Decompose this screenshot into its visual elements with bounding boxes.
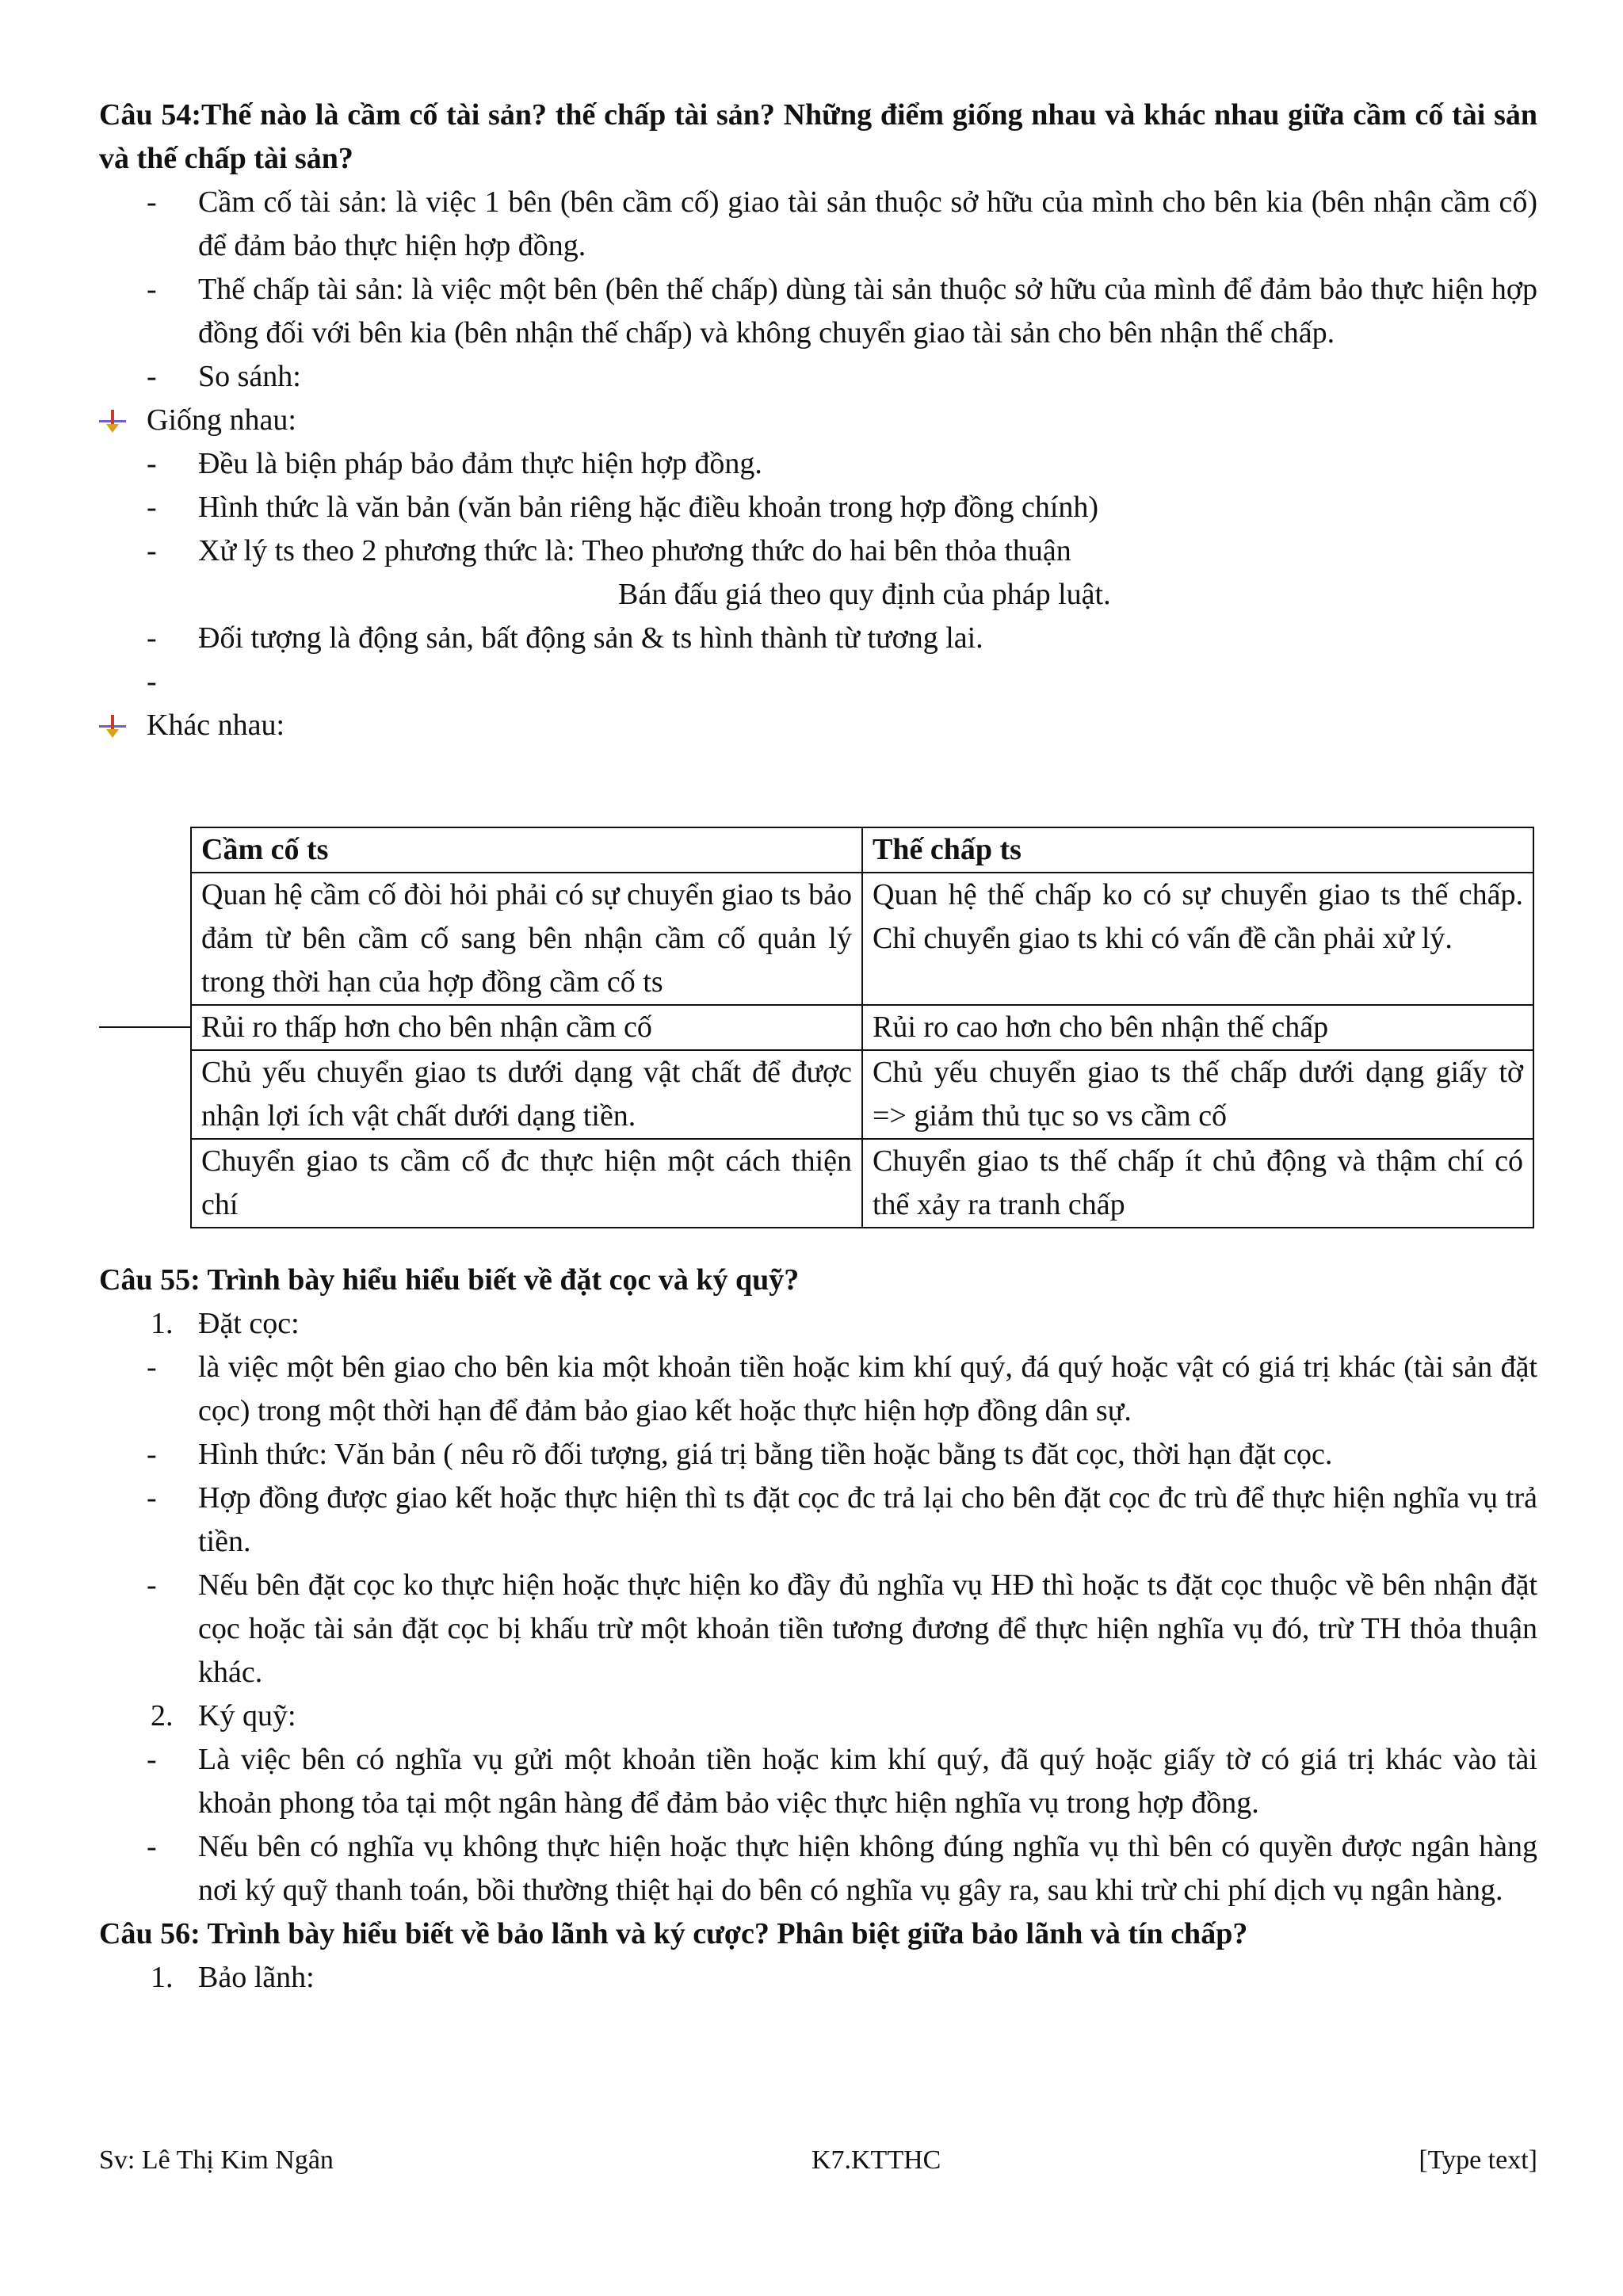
- table-row: [191, 1005, 1533, 1050]
- list-item: - Hình thức: Văn bản ( nêu rõ đối tượng, giá trị bằng tiền hoặc bằng ts đăt cọc, thời hạn đặt cọc.: [99, 1433, 1537, 1477]
- list-item: - Hợp đồng được giao kết hoặc thực hiện thì ts đặt cọc đc trả lại cho bên đặt cọc đc trù để thực hiện nghĩa vụ trả tiền.: [99, 1477, 1537, 1564]
- dash-marker: -: [147, 1743, 157, 1776]
- comparison-table: [190, 827, 1534, 1228]
- question-55-title: Câu 55: Trình bày hiểu hiểu biết về đặt cọc và ký quỹ?: [99, 1263, 800, 1297]
- dash-marker: -: [147, 1438, 157, 1471]
- table-cell: Chuyển giao ts cầm cố đc thực hiện một cách thiện chí: [191, 1139, 862, 1228]
- table-row: [191, 1139, 1533, 1228]
- list-item: - là việc một bên giao cho bên kia một khoản tiền hoặc kim khí quý, đá quý hoặc vật có giá trị khác (tài sản đặt cọc) trong một thời hạn để đảm bảo giao kết hoặc thực hiện hợp đồng dân sự.: [99, 1346, 1537, 1433]
- arrow-down-bullet-icon: [99, 715, 126, 739]
- dash-marker: -: [147, 491, 157, 524]
- table-left-rule: [99, 1026, 190, 1028]
- dash-marker: -: [147, 665, 157, 698]
- dash-marker: -: [147, 1350, 157, 1384]
- dash-marker: -: [147, 447, 157, 480]
- dash-marker: -: [147, 1568, 157, 1602]
- list-item: - Hình thức là văn bản (văn bản riêng hặc điều khoản trong hợp đồng chính): [99, 486, 1537, 529]
- dash-marker: -: [147, 534, 157, 567]
- numbered-item: 1. Bảo lãnh:: [99, 1956, 1537, 2000]
- table-header-row: [191, 827, 1533, 873]
- section-label-giong-nhau: Giống nhau:: [99, 399, 1537, 442]
- table-cell: Quan hệ cầm cố đòi hỏi phải có sự chuyển giao ts bảo đảm từ bên cầm cố sang bên nhận cầm cố quản lý trong thời hạn của hợp đồng cầm cố ts: [191, 873, 862, 1005]
- question-56-title: Câu 56: Trình bày hiểu biết về bảo lãnh và ký cược? Phân biệt giữa bảo lãnh và tín chấp?: [99, 1917, 1248, 1950]
- dash-marker: -: [147, 273, 157, 306]
- list-item-continuation: Bán đấu giá theo quy định của pháp luật.: [618, 578, 1111, 611]
- list-item: - Nếu bên có nghĩa vụ không thực hiện hoặc thực hiện không đúng nghĩa vụ thì bên có quyền được ngân hàng nơi ký quỹ thanh toán, bồi thường thiệt hại do bên có nghĩa vụ gây ra, sau khi trừ chi phí dịch vụ ngân hàng.: [99, 1825, 1537, 1912]
- dash-marker: -: [147, 1830, 157, 1863]
- table-header-cell: Cầm cố ts: [191, 827, 862, 873]
- footer-student-name: Sv: Lê Thị Kim Ngân: [99, 2145, 334, 2175]
- table-cell: Chủ yếu chuyển giao ts thế chấp dưới dạng giấy tờ => giảm thủ tục so vs cầm cố: [862, 1050, 1533, 1139]
- table-cell: Chuyển giao ts thế chấp ít chủ động và thậm chí có thể xảy ra tranh chấp: [862, 1139, 1533, 1228]
- list-item: - Xử lý ts theo 2 phương thức là: Theo phương thức do hai bên thỏa thuận: [99, 529, 1537, 573]
- document-page: [99, 94, 1537, 2000]
- number-marker: 2.: [151, 1699, 174, 1733]
- table-header-cell: Thế chấp ts: [862, 827, 1533, 873]
- list-item: - Là việc bên có nghĩa vụ gửi một khoản tiền hoặc kim khí quý, đã quý hoặc giấy tờ có giá trị khác vào tài khoản phong tỏa tại một ngân hàng để đảm bảo việc thực hiện nghĩa vụ trong hợp đồng.: [99, 1738, 1537, 1825]
- table-cell: Rủi ro cao hơn cho bên nhận thế chấp: [862, 1005, 1533, 1050]
- list-item: - So sánh:: [99, 355, 1537, 399]
- dash-marker: -: [147, 621, 157, 655]
- empty-list-item: [99, 660, 1537, 704]
- section-label-khac-nhau: Khác nhau:: [99, 704, 1537, 747]
- table-cell: Rủi ro thấp hơn cho bên nhận cầm cố: [191, 1005, 862, 1050]
- dash-marker: -: [147, 1481, 157, 1515]
- list-item: - Thế chấp tài sản: là việc một bên (bên thế chấp) dùng tài sản thuộc sở hữu của mình để đảm bảo thực hiện hợp đồng đối với bên kia (bên nhận thế chấp) và không chuyển giao tài sản cho bên nhận thế chấp.: [99, 268, 1537, 355]
- numbered-item: 2. Ký quỹ:: [99, 1694, 1537, 1738]
- arrow-down-bullet-icon: [99, 410, 126, 434]
- table-cell: Quan hệ thế chấp ko có sự chuyển giao ts thế chấp. Chỉ chuyển giao ts khi có vấn đề cần phải xử lý.: [862, 873, 1533, 1005]
- list-item: - Cầm cố tài sản: là việc 1 bên (bên cầm cố) giao tài sản thuộc sở hữu của mình cho bên kia (bên nhận cầm cố) để đảm bảo thực hiện hợp đồng.: [99, 181, 1537, 268]
- numbered-item: 1. Đặt cọc:: [99, 1302, 1537, 1346]
- page-footer: [99, 2138, 1537, 2182]
- table-cell: Chủ yếu chuyển giao ts dưới dạng vật chất để được nhận lợi ích vật chất dưới dạng tiền.: [191, 1050, 862, 1139]
- dash-marker: -: [147, 185, 157, 219]
- footer-class-code: K7.KTTHC: [811, 2145, 941, 2175]
- question-54-title: Câu 54:Thế nào là cầm cố tài sản? thế chấp tài sản? Những điểm giống nhau và khác nhau giữa cầm cố tài sản và thế chấp tài sản?: [99, 98, 1537, 175]
- dash-marker: -: [147, 360, 157, 393]
- number-marker: 1.: [151, 1961, 174, 1994]
- footer-placeholder: [Type text]: [1419, 2145, 1537, 2175]
- list-item: - Đối tượng là động sản, bất động sản & ts hình thành từ tương lai.: [99, 617, 1537, 660]
- list-item: - Nếu bên đặt cọc ko thực hiện hoặc thực hiện ko đầy đủ nghĩa vụ HĐ thì hoặc ts đặt cọc thuộc về bên nhận đặt cọc hoặc tài sản đặt cọc bị khấu trừ một khoản tiền tương đương để thực hiện nghĩa vụ đó, trừ TH thỏa thuận khác.: [99, 1564, 1537, 1694]
- number-marker: 1.: [151, 1307, 174, 1340]
- list-item: - Đều là biện pháp bảo đảm thực hiện hợp đồng.: [99, 442, 1537, 486]
- table-row: [191, 873, 1533, 1005]
- table-row: [191, 1050, 1533, 1139]
